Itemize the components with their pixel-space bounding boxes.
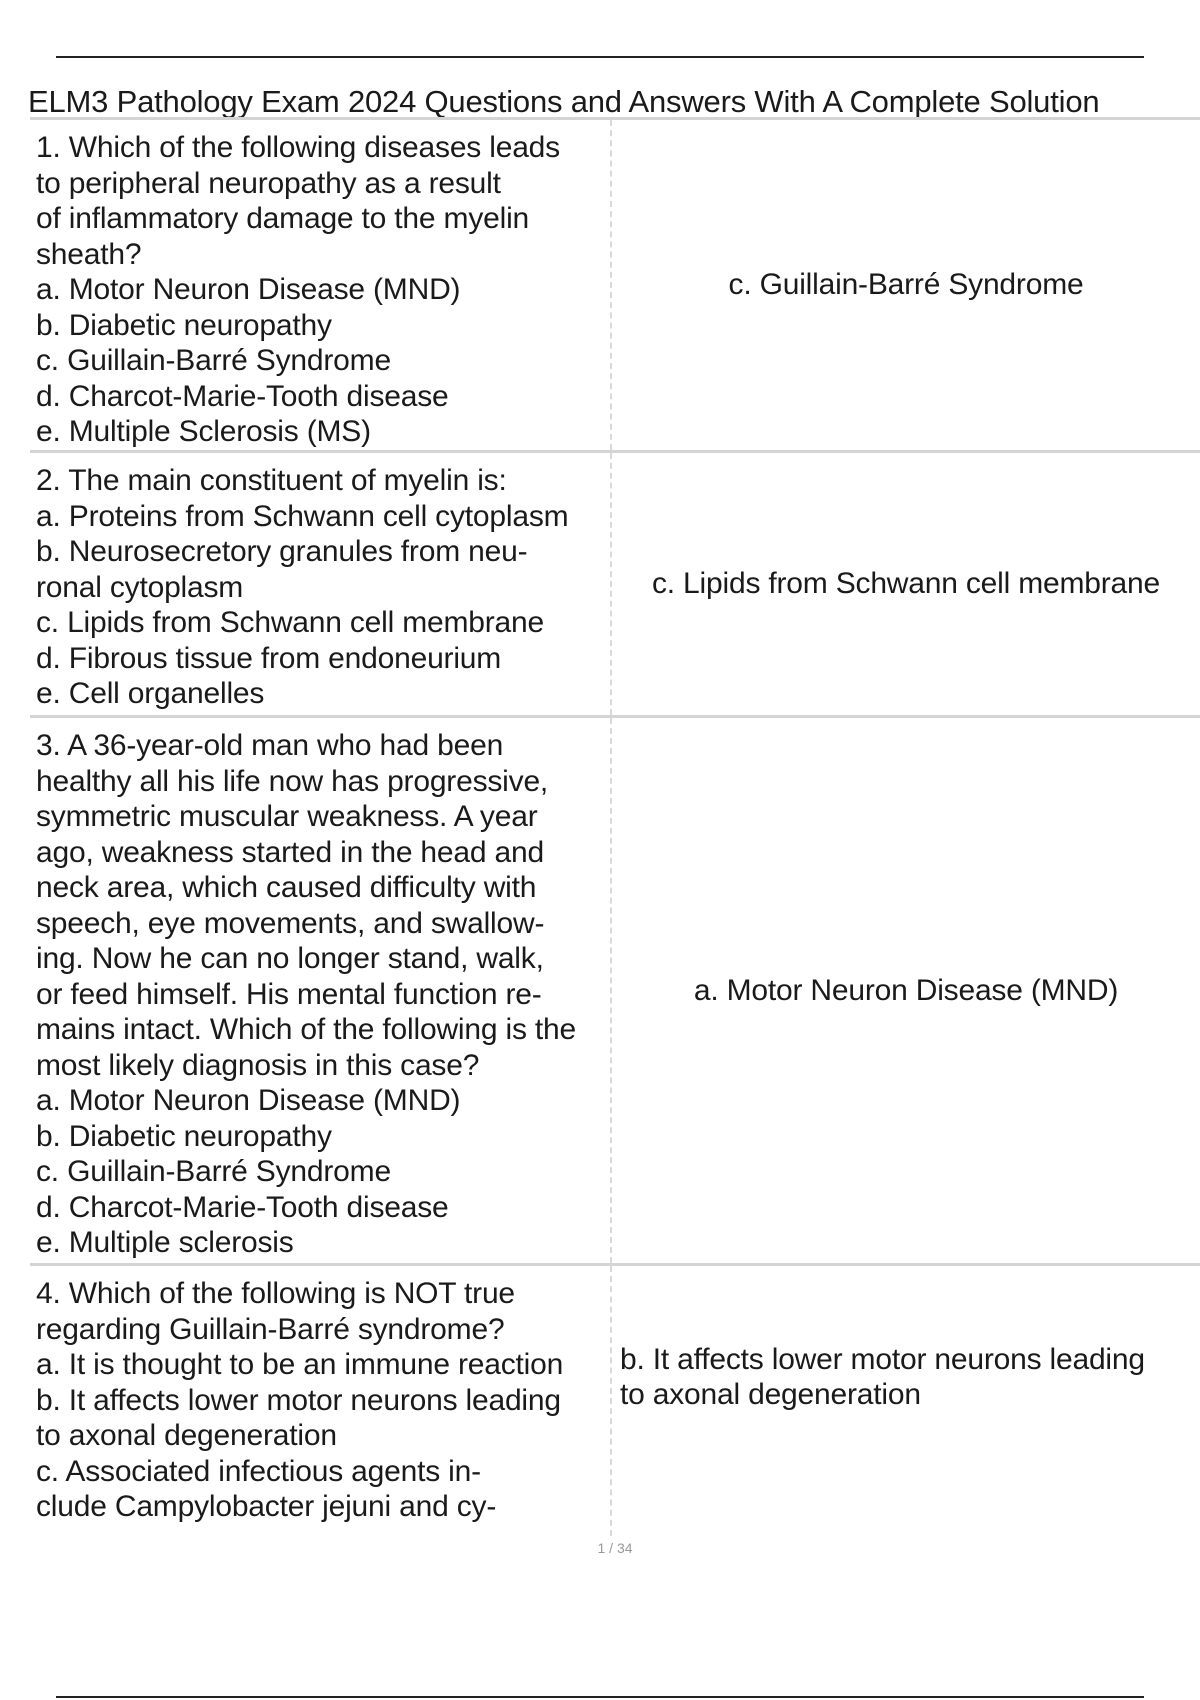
question-line: healthy all his life now has progressive,	[36, 764, 549, 798]
qa-table	[30, 117, 1200, 1536]
option-line: e. Cell organelles	[36, 677, 265, 710]
option-line: b. Diabetic neuropathy	[36, 308, 332, 342]
option-line: c. Guillain-Barré Syndrome	[36, 1155, 391, 1188]
option-line: ronal cytoplasm	[36, 570, 244, 604]
answer-cell	[612, 1266, 1200, 1536]
answer-cell	[612, 453, 1200, 715]
question-line: mains intact. Which of the following is the	[36, 1013, 576, 1046]
answer-text: c. Lipids from Schwann cell membrane	[651, 567, 1160, 601]
option-line: b. It affects lower motor neurons leading	[36, 1383, 561, 1417]
answer-text: b. It affects lower motor neurons leading	[620, 1342, 1145, 1376]
option-line: a. Motor Neuron Disease (MND)	[36, 1084, 461, 1117]
question-line: regarding Guillain-Barré syndrome?	[36, 1312, 505, 1346]
question-line: neck area, which caused difficulty with	[36, 871, 537, 904]
option-line: c. Guillain-Barré Syndrome	[36, 344, 391, 377]
answer-text: a. Motor Neuron Disease (MND)	[693, 973, 1119, 1007]
question-line: 2. The main constituent of myelin is:	[36, 464, 507, 497]
option-line: e. Multiple sclerosis	[36, 1226, 294, 1259]
option-line: a. Motor Neuron Disease (MND)	[36, 273, 461, 306]
question-cell	[30, 120, 612, 450]
answer-cell	[612, 120, 1200, 450]
qa-row	[30, 453, 1200, 718]
qa-row	[30, 1266, 1200, 1536]
option-line: b. Neurosecretory granules from neu-	[36, 535, 528, 568]
option-line: d. Fibrous tissue from endoneurium	[36, 641, 502, 675]
page-indicator: 1 / 34	[597, 1540, 633, 1556]
question-line: 4. Which of the following is NOT true	[36, 1277, 515, 1310]
option-line: d. Charcot-Marie-Tooth disease	[36, 1190, 449, 1224]
option-line: d. Charcot-Marie-Tooth disease	[36, 379, 449, 413]
question-line: to peripheral neuropathy as a result	[36, 166, 501, 200]
question-cell	[30, 453, 612, 715]
option-line: e. Multiple Sclerosis (MS)	[36, 415, 371, 448]
question-cell	[30, 1266, 612, 1536]
option-line: a. Proteins from Schwann cell cytoplasm	[36, 499, 569, 533]
question-line: sheath?	[36, 237, 142, 271]
option-line: c. Lipids from Schwann cell membrane	[36, 606, 545, 639]
option-line: c. Associated infectious agents in-	[36, 1454, 481, 1488]
option-line: clude Campylobacter jejuni and cy-	[36, 1490, 497, 1523]
question-line: 1. Which of the following diseases leads	[36, 131, 560, 164]
option-line: b. Diabetic neuropathy	[36, 1119, 332, 1153]
option-line: a. It is thought to be an immune reaction	[36, 1348, 564, 1381]
question-cell	[30, 718, 612, 1263]
question-line: of inflammatory damage to the myelin	[36, 202, 530, 235]
bottom-rule	[56, 1696, 1144, 1698]
question-line: ago, weakness started in the head and	[36, 835, 544, 869]
qa-row	[30, 718, 1200, 1266]
question-line: speech, eye movements, and swallow-	[36, 906, 545, 940]
document-title: ELM3 Pathology Exam 2024 Questions and Answers With A Complete Solution	[28, 84, 1100, 119]
option-line: to axonal degeneration	[36, 1419, 337, 1452]
question-line: most likely diagnosis in this case?	[36, 1048, 480, 1082]
question-line: or feed himself. His mental function re-	[36, 977, 542, 1011]
question-line: symmetric muscular weakness. A year	[36, 800, 538, 833]
question-line: 3. A 36-year-old man who had been	[36, 729, 504, 762]
answer-cell	[612, 718, 1200, 1263]
answer-text: c. Guillain-Barré Syndrome	[728, 268, 1084, 302]
qa-row	[30, 120, 1200, 453]
top-rule	[56, 56, 1144, 58]
answer-text: to axonal degeneration	[620, 1378, 921, 1411]
question-line: ing. Now he can no longer stand, walk,	[36, 942, 544, 975]
